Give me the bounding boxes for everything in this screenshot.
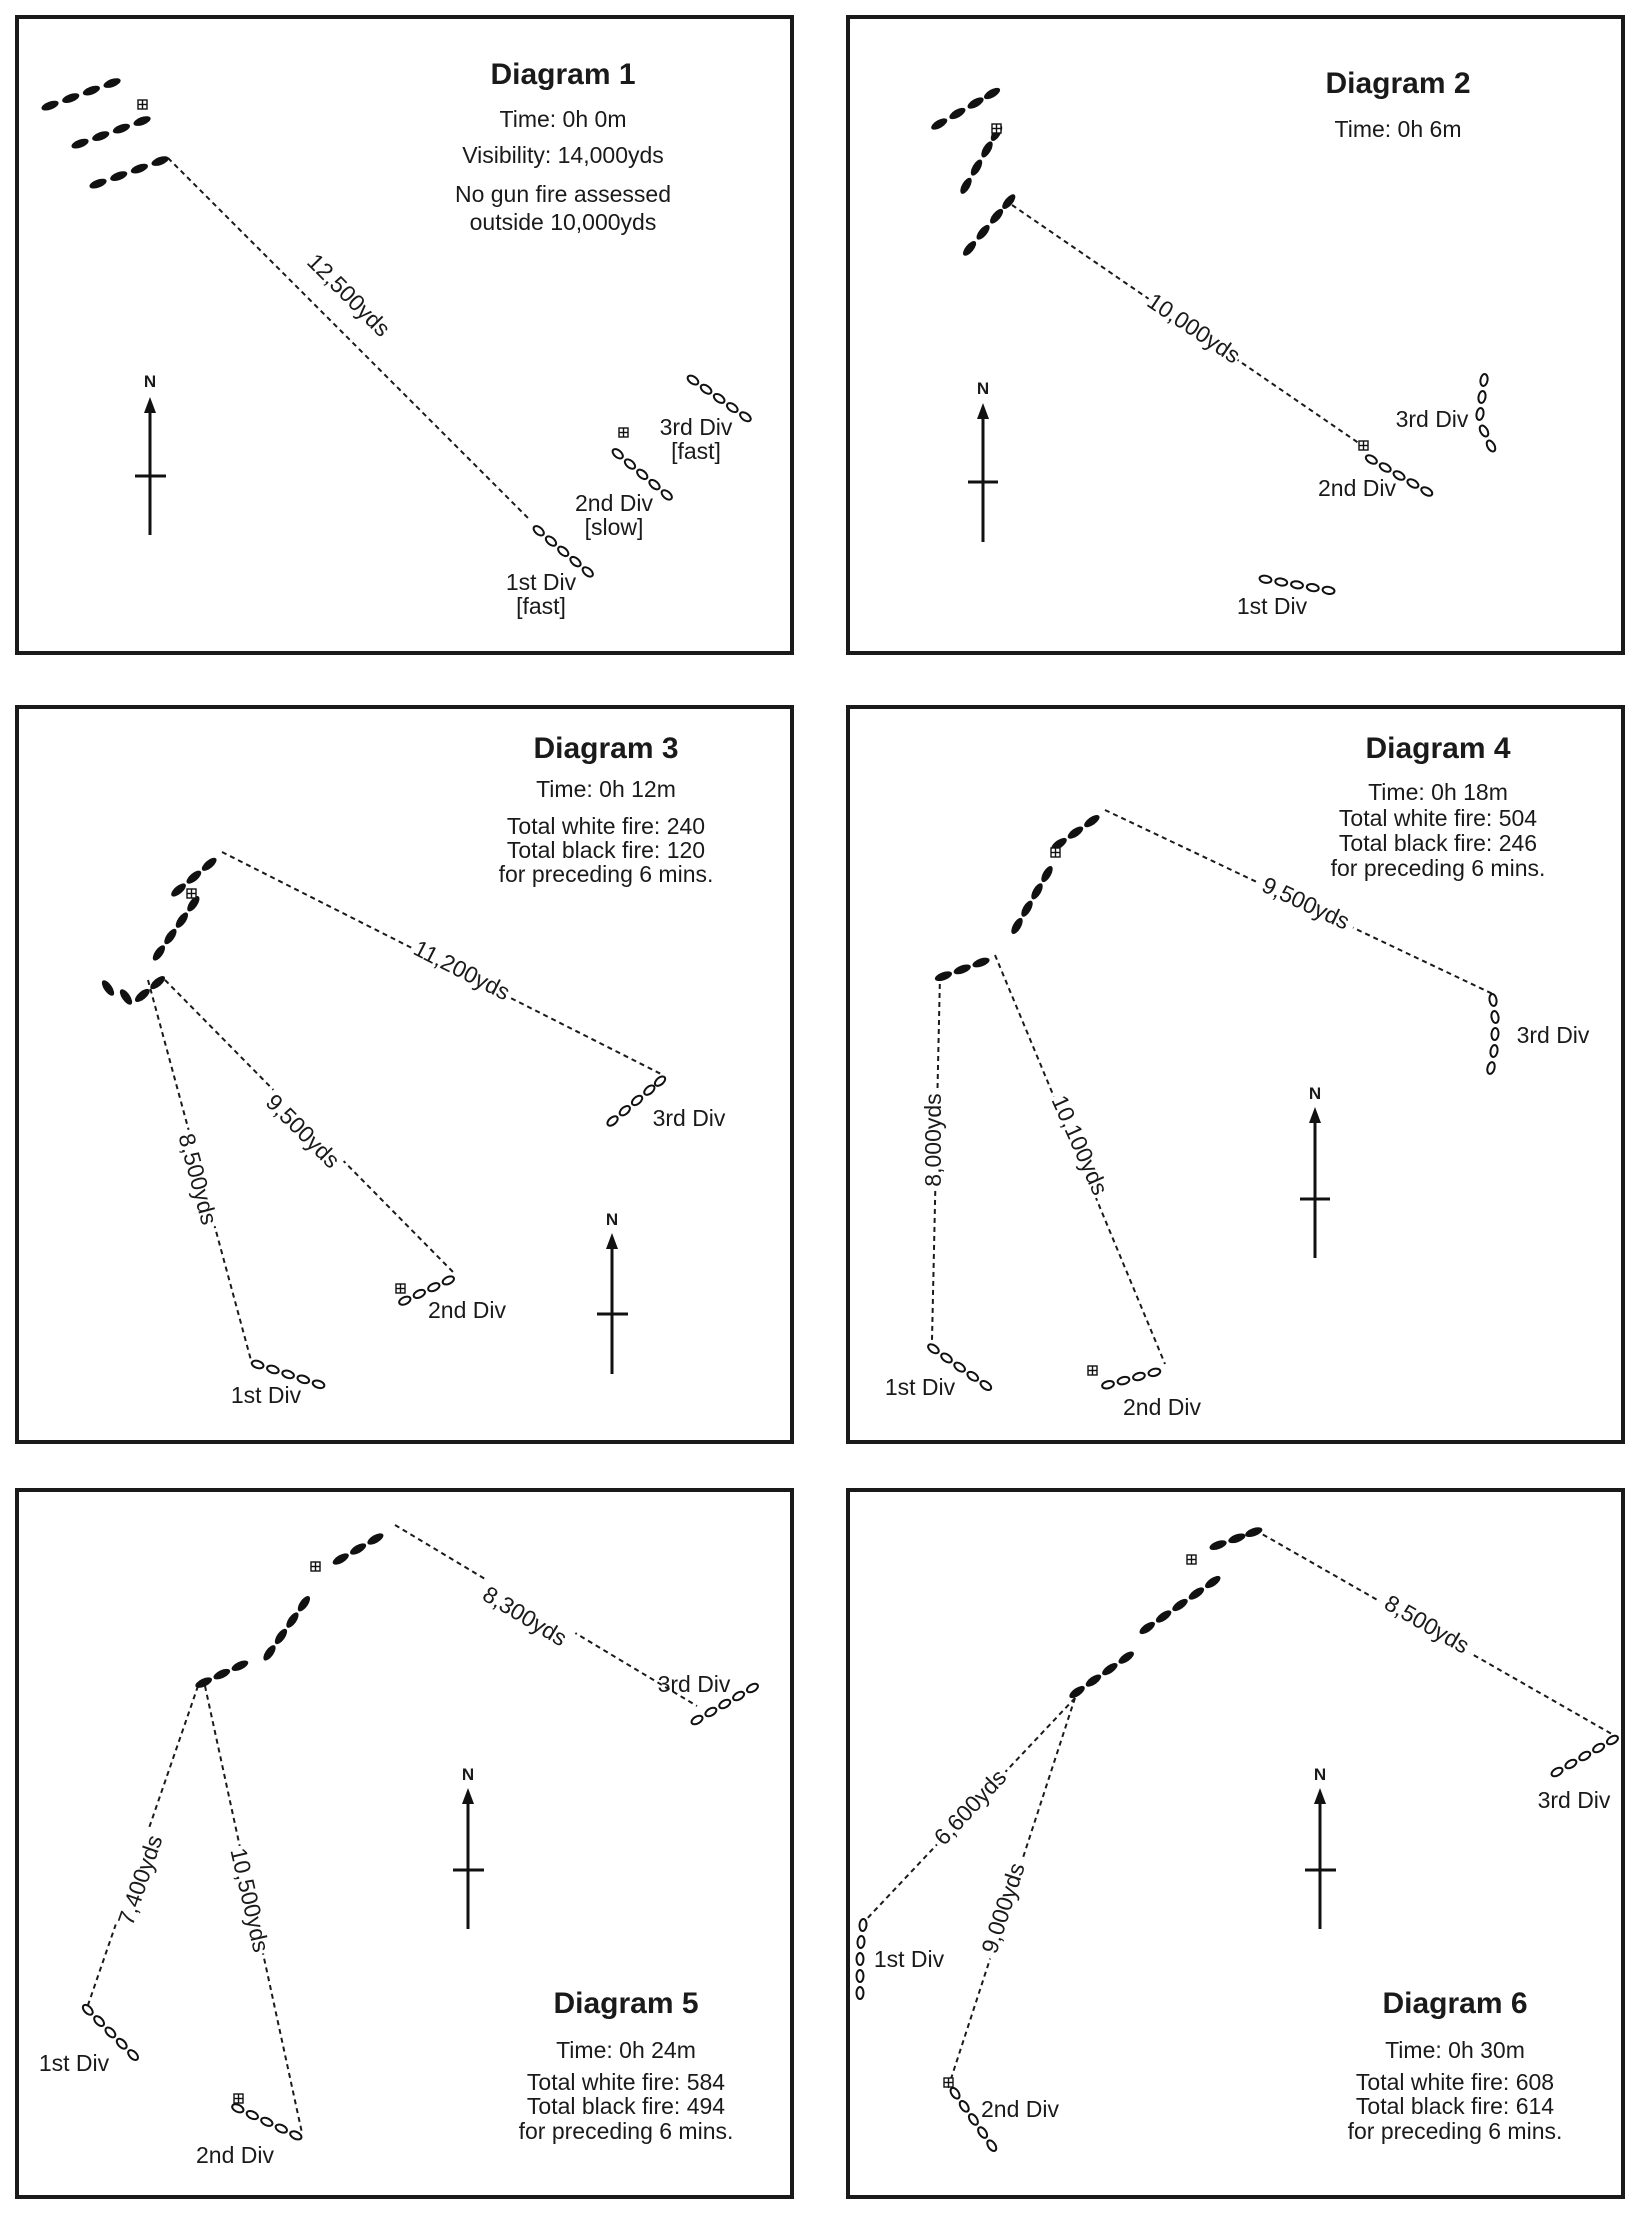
compass-north-label: N <box>461 1765 475 1784</box>
panel-3-title: Diagram 3 <box>533 732 679 765</box>
compass-north-label: N <box>1308 1084 1322 1103</box>
panel-5-3rd-div-label: 3rd Div <box>657 1671 731 1697</box>
panel-1-1st-div-label: 1st Div <box>505 569 577 595</box>
panel-6-white-fire: Total white fire: 608 <box>1355 2069 1555 2095</box>
flagship-icon <box>1051 848 1060 857</box>
panel-3-range-label-2nd: 9,500yds <box>260 1088 346 1174</box>
panel-1-3rd-div-label: 3rd Div <box>659 414 733 440</box>
panel-3-black-fire: Total black fire: 120 <box>506 837 706 863</box>
panel-3-white-fire: Total white fire: 240 <box>506 813 706 839</box>
panel-6-black-fleet <box>1067 1525 1263 1700</box>
panel-5-2nd-div-label: 2nd Div <box>196 2142 274 2168</box>
panel-4-2nd-div-label: 2nd Div <box>1123 1394 1201 1420</box>
panel-1-note-line-2: outside 10,000yds <box>469 209 657 235</box>
flagship-icon <box>234 2094 243 2103</box>
flagship-icon <box>619 428 628 437</box>
panel-1 <box>17 17 792 653</box>
compass-icon <box>135 372 166 535</box>
panel-4 <box>848 707 1623 1442</box>
panel-5-time: Time: 0h 24m <box>556 2037 696 2063</box>
panel-2-time: Time: 0h 6m <box>1334 116 1462 142</box>
panel-5-fire-period: for preceding 6 mins. <box>518 2118 734 2144</box>
panel-2-range-label: 10,000yds <box>1142 287 1246 369</box>
panel-3-1st-div-label: 1st Div <box>230 1382 302 1408</box>
panel-3-time: Time: 0h 12m <box>536 776 676 802</box>
panel-6-time: Time: 0h 30m <box>1385 2037 1525 2063</box>
panel-2-black-fleet <box>929 86 1017 258</box>
panel-1-3rd-div-speed: [fast] <box>671 438 721 464</box>
panel-5-white-fire: Total white fire: 584 <box>526 2069 726 2095</box>
panel-3-black-fleet <box>100 855 219 1006</box>
panel-4-2nd-div-ships <box>1101 1367 1161 1389</box>
panel-1-black-fleet <box>40 76 170 190</box>
flagship-icon <box>1359 441 1368 450</box>
panel-1-2nd-div-speed: [slow] <box>584 514 644 540</box>
panel-6-1st-div-ships <box>857 1919 868 1999</box>
flagship-icon <box>396 1284 405 1293</box>
panel-6-3rd-div-ships <box>1550 1734 1619 1778</box>
flagship-icon <box>1088 1366 1097 1375</box>
compass-icon <box>453 1765 484 1929</box>
flagship-icon <box>187 889 196 898</box>
panel-1-note-line-1: No gun fire assessed <box>454 181 672 207</box>
panel-6-1st-div-label: 1st Div <box>873 1946 945 1972</box>
panel-1-frame <box>17 17 792 653</box>
panel-4-range-label-3rd: 9,500yds <box>1258 871 1354 935</box>
panel-6-range-label-1st: 6,600yds <box>928 1763 1012 1851</box>
panel-6 <box>848 1490 1623 2197</box>
panel-3-fire-period: for preceding 6 mins. <box>498 861 714 887</box>
compass-north-label: N <box>976 379 990 398</box>
panel-4-3rd-div-label: 3rd Div <box>1516 1022 1590 1048</box>
flagship-icon <box>138 100 147 109</box>
panel-2-2nd-div-label: 2nd Div <box>1318 475 1396 501</box>
panel-6-black-fire: Total black fire: 614 <box>1355 2093 1555 2119</box>
panel-1-time: Time: 0h 0m <box>499 106 627 132</box>
flagship-icon <box>944 2078 953 2087</box>
compass-icon <box>597 1210 628 1374</box>
panel-2 <box>848 17 1623 653</box>
panel-6-3rd-div-label: 3rd Div <box>1537 1787 1611 1813</box>
panel-1-1st-div-speed: [fast] <box>516 593 566 619</box>
panel-3 <box>17 707 792 1442</box>
panel-6-fire-period: for preceding 6 mins. <box>1347 2118 1563 2144</box>
compass-icon <box>968 379 998 542</box>
panel-6-range-label-3rd: 8,500yds <box>1380 1589 1474 1659</box>
panel-2-3rd-div-label: 3rd Div <box>1395 406 1469 432</box>
panel-4-time: Time: 0h 18m <box>1368 779 1508 805</box>
panel-4-white-fire: Total white fire: 504 <box>1338 805 1538 831</box>
panel-4-title: Diagram 4 <box>1365 732 1511 765</box>
panel-4-black-fire: Total black fire: 246 <box>1338 830 1538 856</box>
panel-4-1st-div-label: 1st Div <box>884 1374 956 1400</box>
panel-5-range-label-1st: 7,400yds <box>112 1831 168 1929</box>
panel-4-black-fleet <box>934 813 1102 983</box>
panel-3-range-label-1st: 8,500yds <box>173 1130 223 1228</box>
panel-3-3rd-div-label: 3rd Div <box>652 1105 726 1131</box>
panel-4-fire-period: for preceding 6 mins. <box>1330 855 1546 881</box>
panel-3-range-label-3rd: 11,200yds <box>409 934 515 1006</box>
panel-5-2nd-div-ships <box>231 2103 303 2141</box>
compass-north-label: N <box>143 372 157 391</box>
panel-5-range-label-3rd: 8,300yds <box>478 1580 572 1652</box>
panel-1-2nd-div-label: 2nd Div <box>575 490 653 516</box>
panel-1-range-label: 12,500yds <box>302 248 396 342</box>
flagship-icon <box>311 1562 320 1571</box>
compass-icon <box>1305 1765 1336 1929</box>
panel-5-1st-div-label: 1st Div <box>38 2050 110 2076</box>
panel-1-visibility: Visibility: 14,000yds <box>462 142 664 168</box>
compass-north-label: N <box>605 1210 619 1229</box>
panel-2-title: Diagram 2 <box>1325 67 1471 100</box>
panel-6-range-label-2nd: 9,000yds <box>976 1859 1030 1957</box>
flagship-icon <box>992 124 1001 133</box>
panel-5-title: Diagram 5 <box>553 1987 699 2020</box>
panel-2-1st-div-ships <box>1259 575 1335 595</box>
panel-5-black-fire: Total black fire: 494 <box>526 2093 726 2119</box>
panel-5 <box>17 1490 792 2197</box>
panel-1-title: Diagram 1 <box>490 58 636 91</box>
panel-5-range-label-2nd: 10,500yds <box>225 1845 275 1955</box>
panel-6-2nd-div-label: 2nd Div <box>981 2096 1059 2122</box>
panel-3-2nd-div-label: 2nd Div <box>428 1297 506 1323</box>
panel-6-title: Diagram 6 <box>1382 1987 1528 2020</box>
panel-5-black-fleet <box>194 1531 385 1690</box>
flagship-icon <box>1187 1555 1196 1564</box>
panel-4-3rd-div-ships <box>1486 993 1499 1074</box>
compass-icon <box>1300 1084 1330 1258</box>
panel-4-range-label-2nd: 10,100yds <box>1046 1091 1114 1199</box>
compass-north-label: N <box>1313 1765 1327 1784</box>
panel-2-1st-div-label: 1st Div <box>1236 593 1308 619</box>
panel-2-3rd-div-ships <box>1476 373 1498 452</box>
panel-4-range-label-1st: 8,000yds <box>920 1093 946 1187</box>
